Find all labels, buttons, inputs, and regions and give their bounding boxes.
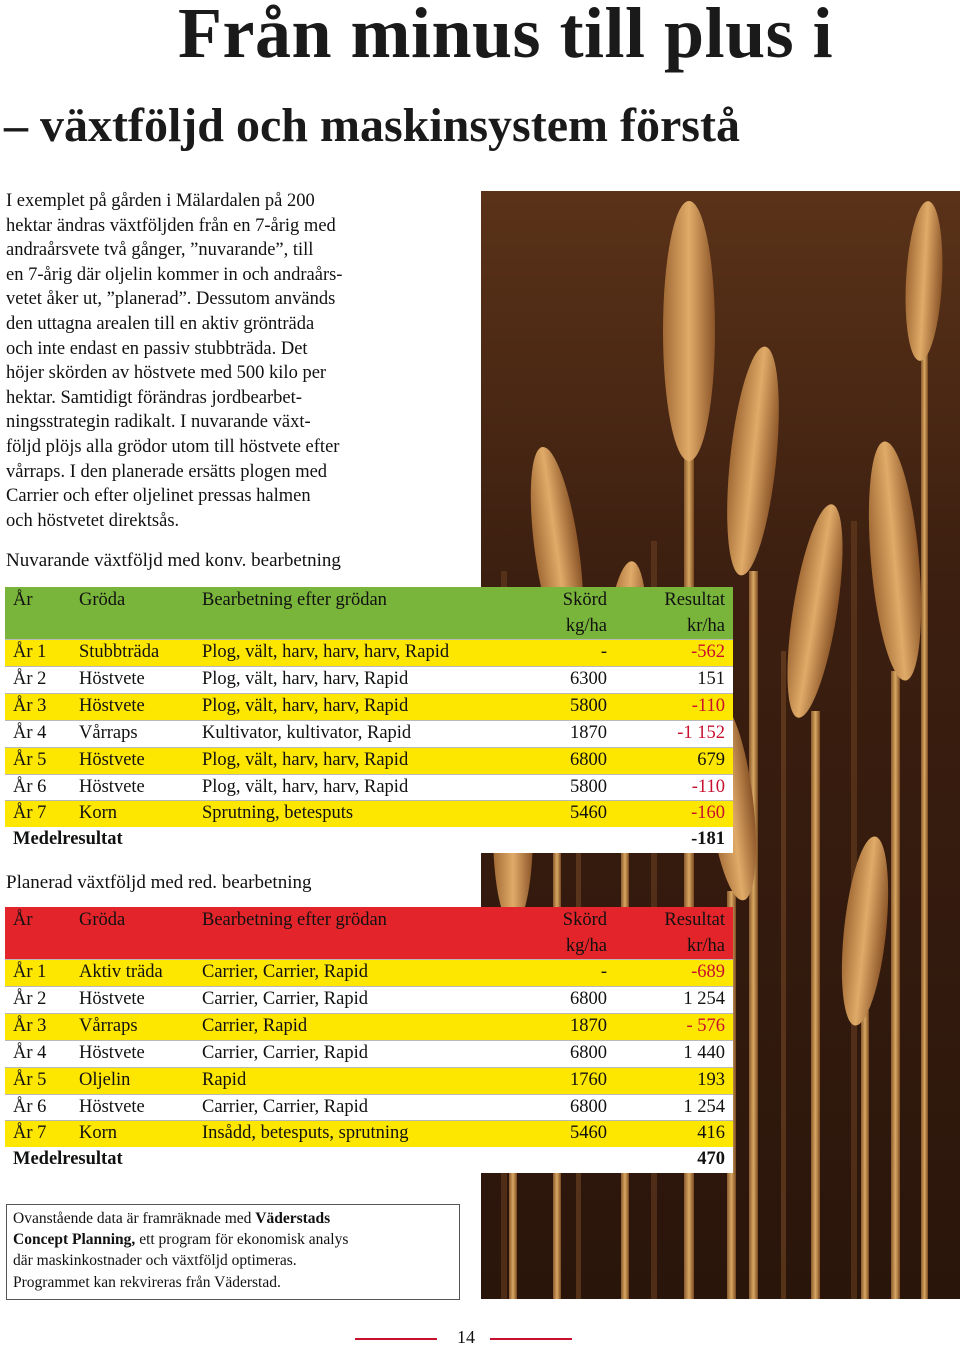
col-yield-header: Skörd — [562, 910, 607, 930]
intro-line: Carrier och efter oljelinet pressas halmen — [6, 486, 311, 507]
footnote-text: ett program för ekonomisk analys — [135, 1231, 349, 1249]
cell-yield: - — [519, 640, 615, 667]
cell-yield: 1760 — [519, 1067, 615, 1094]
cell-year: År 3 — [5, 693, 71, 720]
footnote-line: där maskinkostnader och växtföljd optimeras. — [13, 1252, 297, 1270]
cell-year: År 1 — [5, 640, 71, 667]
cell-tillage: Plog, vält, harv, harv, Rapid — [194, 774, 519, 801]
page-number: 14 — [457, 1327, 475, 1347]
cell-result: 416 — [615, 1121, 733, 1147]
footnote-line: Programmet kan rekvireras från Väderstad. — [13, 1273, 281, 1291]
col-yield-header: Skörd — [562, 590, 607, 610]
footnote-program: Concept Planning, — [13, 1231, 136, 1249]
col-tillage-header: Bearbetning efter grödan — [202, 590, 387, 610]
intro-line: och höstvetet direktsås. — [6, 510, 180, 531]
footnote-brand: Väderstads — [255, 1210, 331, 1227]
mean-result-row — [5, 1147, 733, 1173]
cell-tillage: Carrier, Carrier, Rapid — [194, 960, 519, 987]
mean-result-value: -181 — [615, 827, 733, 853]
intro-line: hektar. Samtidigt förändras jordbearbet- — [6, 387, 302, 408]
table-row — [5, 640, 733, 667]
page-title: Från minus till plus i — [178, 0, 834, 73]
table-row — [5, 666, 733, 693]
cell-tillage: Carrier, Rapid — [194, 1013, 519, 1040]
table-row — [5, 1121, 733, 1147]
intro-line: en 7-årig där oljelin kommer in och andraårs- — [6, 264, 343, 285]
cell-year: År 2 — [5, 986, 71, 1013]
cell-tillage: Plog, vält, harv, harv, Rapid — [194, 693, 519, 720]
result-unit: kr/ha — [686, 616, 725, 636]
cell-crop: Vårraps — [71, 1013, 194, 1040]
cell-yield: 6800 — [519, 1094, 615, 1121]
cell-result: -562 — [615, 640, 733, 667]
cell-year: År 4 — [5, 1040, 71, 1067]
page-number-rule-left — [355, 1338, 437, 1340]
col-tillage-header: Bearbetning efter grödan — [202, 910, 387, 930]
mean-result-row — [5, 827, 733, 853]
cell-year: År 7 — [5, 1121, 71, 1147]
mean-result-label: Medelresultat — [5, 827, 519, 853]
cell-result: -1 152 — [615, 720, 733, 747]
intro-line: följd plöjs alla grödor utom till höstvete efter — [6, 436, 340, 457]
cell-year: År 1 — [5, 960, 71, 987]
col-result-header: Resultat — [664, 910, 725, 930]
cell-result: -689 — [615, 960, 733, 987]
intro-text — [6, 189, 461, 533]
cell-crop: Höstvete — [71, 747, 194, 774]
cell-crop: Höstvete — [71, 774, 194, 801]
cell-crop: Vårraps — [71, 720, 194, 747]
intro-line: den uttagna arealen till en aktiv grönträda — [6, 313, 315, 334]
cell-crop: Höstvete — [71, 1040, 194, 1067]
cell-yield: 5460 — [519, 1121, 615, 1147]
cell-year: År 5 — [5, 747, 71, 774]
cell-result: 1 254 — [615, 1094, 733, 1121]
current-rotation-table — [5, 587, 733, 853]
table-row — [5, 986, 733, 1013]
cell-tillage: Carrier, Carrier, Rapid — [194, 986, 519, 1013]
cell-yield: 5800 — [519, 774, 615, 801]
intro-line: hektar ändras växtföljden från en 7-årig med — [6, 215, 336, 236]
intro-line: I exemplet på gården i Mälardalen på 200 — [6, 191, 315, 211]
cell-tillage: Kultivator, kultivator, Rapid — [194, 720, 519, 747]
cell-yield: 1870 — [519, 720, 615, 747]
table-row — [5, 1067, 733, 1094]
cell-result: 679 — [615, 747, 733, 774]
table-row — [5, 1094, 733, 1121]
footnote-line — [13, 1208, 453, 1229]
cell-crop: Höstvete — [71, 666, 194, 693]
table-row — [5, 774, 733, 801]
table-row — [5, 1013, 733, 1040]
table-row — [5, 960, 733, 987]
cell-result: 1 440 — [615, 1040, 733, 1067]
intro-line: vetet åker ut, ”planerad”. Dessutom används — [6, 289, 336, 310]
cell-crop: Aktiv träda — [71, 960, 194, 987]
cell-year: År 7 — [5, 801, 71, 827]
table-row — [5, 693, 733, 720]
cell-result: -110 — [615, 693, 733, 720]
cell-year: År 6 — [5, 1094, 71, 1121]
cell-yield: 5800 — [519, 693, 615, 720]
col-crop-header: Gröda — [79, 910, 126, 930]
table-header-units-row — [5, 933, 733, 960]
cell-year: År 5 — [5, 1067, 71, 1094]
footnote-box — [6, 1204, 460, 1300]
cell-crop: Höstvete — [71, 693, 194, 720]
cell-yield: 6300 — [519, 666, 615, 693]
cell-year: År 6 — [5, 774, 71, 801]
intro-line: och inte endast en passiv stubbträda. Det — [6, 338, 308, 359]
cell-crop: Stubbträda — [71, 640, 194, 667]
cell-tillage: Rapid — [194, 1067, 519, 1094]
table-row — [5, 1040, 733, 1067]
cell-tillage: Carrier, Carrier, Rapid — [194, 1040, 519, 1067]
footnote-line — [13, 1229, 453, 1250]
cell-crop: Oljelin — [71, 1067, 194, 1094]
table-header-units-row — [5, 613, 733, 640]
cell-result: - 576 — [615, 1013, 733, 1040]
intro-line: vårraps. I den planerade ersätts plogen med — [6, 461, 328, 482]
col-result-header: Resultat — [664, 590, 725, 610]
cell-yield: 6800 — [519, 1040, 615, 1067]
cell-result: 151 — [615, 666, 733, 693]
table-row — [5, 720, 733, 747]
current-rotation-label: Nuvarande växtföljd med konv. bearbetning — [6, 550, 341, 571]
table-row — [5, 747, 733, 774]
col-year-header: År — [13, 590, 33, 610]
cell-yield: 5460 — [519, 801, 615, 827]
table-row — [5, 801, 733, 827]
cell-crop: Korn — [71, 1121, 194, 1147]
cell-yield: 6800 — [519, 747, 615, 774]
cell-crop: Höstvete — [71, 1094, 194, 1121]
planned-rotation-label: Planerad växtföljd med red. bearbetning — [6, 872, 312, 893]
cell-tillage: Sprutning, betesputs — [194, 801, 519, 827]
cell-tillage: Insådd, betesputs, sprutning — [194, 1121, 519, 1147]
cell-year: År 4 — [5, 720, 71, 747]
col-crop-header: Gröda — [79, 590, 126, 610]
table-header-row — [5, 907, 733, 933]
table-header-row — [5, 587, 733, 613]
cell-result: -110 — [615, 774, 733, 801]
page-number-rule-right — [490, 1338, 572, 1340]
cell-result: -160 — [615, 801, 733, 827]
cell-yield: 1870 — [519, 1013, 615, 1040]
cell-yield: 6800 — [519, 986, 615, 1013]
yield-unit: kg/ha — [565, 616, 607, 636]
intro-line: ningsstrategin radikalt. I nuvarande växt- — [6, 412, 311, 433]
cell-year: År 3 — [5, 1013, 71, 1040]
footnote-text: Ovanstående data är framräknade med — [13, 1210, 256, 1227]
planned-rotation-table — [5, 907, 733, 1173]
cell-tillage: Plog, vält, harv, harv, harv, Rapid — [194, 640, 519, 667]
page-subtitle: – växtföljd och maskinsystem förstå — [4, 99, 740, 152]
cell-crop: Korn — [71, 801, 194, 827]
intro-line: höjer skörden av höstvete med 500 kilo per — [6, 363, 327, 384]
cell-tillage: Plog, vält, harv, harv, Rapid — [194, 747, 519, 774]
cell-crop: Höstvete — [71, 986, 194, 1013]
cell-tillage: Carrier, Carrier, Rapid — [194, 1094, 519, 1121]
cell-tillage: Plog, vält, harv, harv, Rapid — [194, 666, 519, 693]
cell-yield: - — [519, 960, 615, 987]
mean-result-value: 470 — [615, 1147, 733, 1173]
intro-line: andraårsvete två gånger, ”nuvarande”, till — [6, 240, 314, 261]
cell-result: 193 — [615, 1067, 733, 1094]
yield-unit: kg/ha — [565, 936, 607, 956]
cell-result: 1 254 — [615, 986, 733, 1013]
mean-result-label: Medelresultat — [5, 1147, 519, 1173]
result-unit: kr/ha — [686, 936, 725, 956]
cell-year: År 2 — [5, 666, 71, 693]
col-year-header: År — [13, 910, 33, 930]
